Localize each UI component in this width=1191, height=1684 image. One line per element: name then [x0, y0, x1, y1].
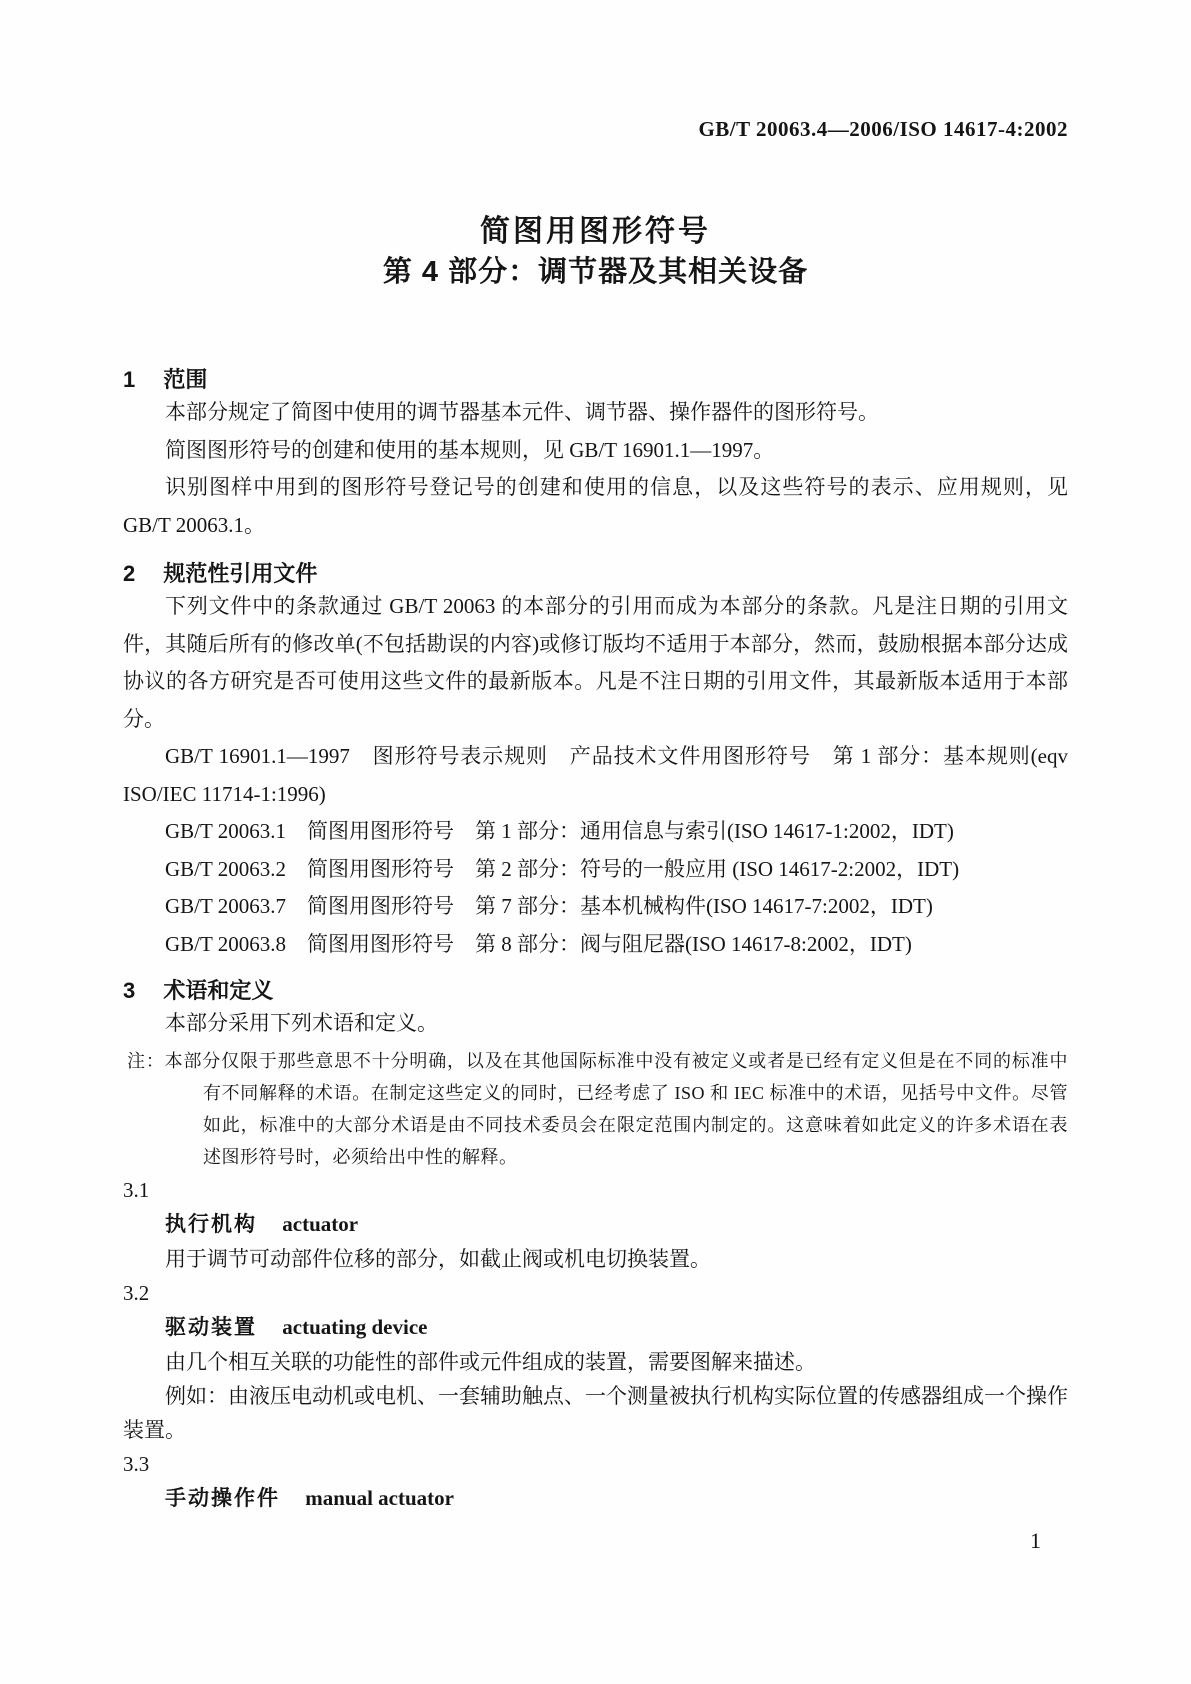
clause-number: 3.2	[123, 1280, 150, 1305]
page-number: 1	[1030, 1528, 1041, 1553]
term-line	[123, 1481, 1068, 1516]
section-1-paragraph-3: 识别图样中用到的图形符号登记号的创建和使用的信息，以及这些符号的表示、应用规则，见 GB/T 20063.1。	[123, 475, 1068, 537]
reference-item: GB/T 16901.1—1997 图形符号表示规则 产品技术文件用图形符号 第 1 部分：基本规则(eqv ISO/IEC 11714-1:1996)	[123, 744, 1068, 806]
section-3-title: 术语和定义	[163, 978, 274, 1003]
section-1-heading	[123, 366, 1068, 394]
section-1-paragraph-2: 简图图形符号的创建和使用的基本规则，见 GB/T 16901.1—1997。	[165, 437, 775, 462]
doc-title-line2: 第 4 部分：调节器及其相关设备	[382, 256, 809, 288]
section-2-paragraph-1: 下列文件中的条款通过 GB/T 20063 的本部分的引用而成为本部分的条款。凡是注日期的引用文件，其随后所有的修改单(不包括勘误的内容)或修订版均不适用于本部分，然而，鼓励根据本部分达成协议的各方研究是否可使用这些文件的最新版本。凡是不注日期的引用文件，其最新版本适用于本部分。	[123, 594, 1068, 731]
term-english: manual actuator	[305, 1485, 454, 1510]
term-chinese: 手动操作件	[165, 1486, 280, 1510]
term-definition: 由几个相互关联的功能性的部件或元件组成的装置，需要图解来描述。	[165, 1349, 816, 1374]
section-3-number: 3	[123, 978, 136, 1003]
term-chinese: 驱动装置	[165, 1315, 257, 1339]
reference-item: GB/T 20063.2 简图用图形符号 第 2 部分：符号的一般应用 (ISO 14617-2:2002，IDT)	[165, 856, 960, 881]
term-clause-3-3	[123, 1447, 1068, 1516]
term-line	[123, 1310, 1068, 1345]
term-chinese: 执行机构	[165, 1212, 257, 1236]
section-2-title: 规范性引用文件	[163, 561, 318, 586]
section-3-note: 注：本部分仅限于那些意思不十分明确，以及在其他国际标准中没有被定义或者是已经有定义但是在不同的标准中有不同解释的术语。在制定这些定义的同时，已经考虑了 ISO 和 IEC 标准中的术语，见括号中文件。尽管如此，标准中的大部分术语是由不同技术委员会在限定范围内制定的。这意味着如此定义的许多术语在表述图形符号时，必须给出中性的解释。	[127, 1050, 1068, 1167]
section-2-heading	[123, 560, 1068, 588]
term-clause-3-1	[123, 1173, 1068, 1276]
content-column	[123, 0, 1068, 1516]
document-title	[123, 212, 1068, 292]
section-3-heading	[123, 977, 1068, 1005]
reference-item: GB/T 20063.1 简图用图形符号 第 1 部分：通用信息与索引(ISO 14617-1:2002，IDT)	[165, 819, 954, 843]
standard-code-header: GB/T 20063.4—2006/ISO 14617-4:2002	[698, 117, 1068, 141]
section-2-number: 2	[123, 561, 136, 586]
term-clause-3-2	[123, 1276, 1068, 1447]
section-1-title: 范围	[163, 367, 208, 392]
reference-item: GB/T 20063.8 简图用图形符号 第 8 部分：阀与阻尼器(ISO 14617-8:2002，IDT)	[165, 931, 912, 956]
term-english: actuating device	[282, 1314, 428, 1339]
doc-title-line1: 简图用图形符号	[480, 215, 711, 248]
term-line	[123, 1207, 1068, 1242]
section-3-intro: 本部分采用下列术语和定义。	[165, 1011, 438, 1035]
section-1-paragraph-1: 本部分规定了简图中使用的调节器基本元件、调节器、操作器件的图形符号。	[165, 400, 879, 424]
section-1-number: 1	[123, 367, 136, 392]
clause-number: 3.1	[123, 1177, 150, 1202]
reference-item: GB/T 20063.7 简图用图形符号 第 7 部分：基本机械构件(ISO 14617-7:2002，IDT)	[165, 894, 933, 918]
clause-number: 3.3	[123, 1451, 150, 1476]
term-definition: 用于调节可动部件位移的部分，如截止阀或机电切换装置。	[165, 1246, 711, 1271]
term-english: actuator	[282, 1211, 359, 1236]
term-example: 例如：由液压电动机或电机、一套辅助触点、一个测量被执行机构实际位置的传感器组成一个操作装置。	[123, 1383, 1068, 1442]
